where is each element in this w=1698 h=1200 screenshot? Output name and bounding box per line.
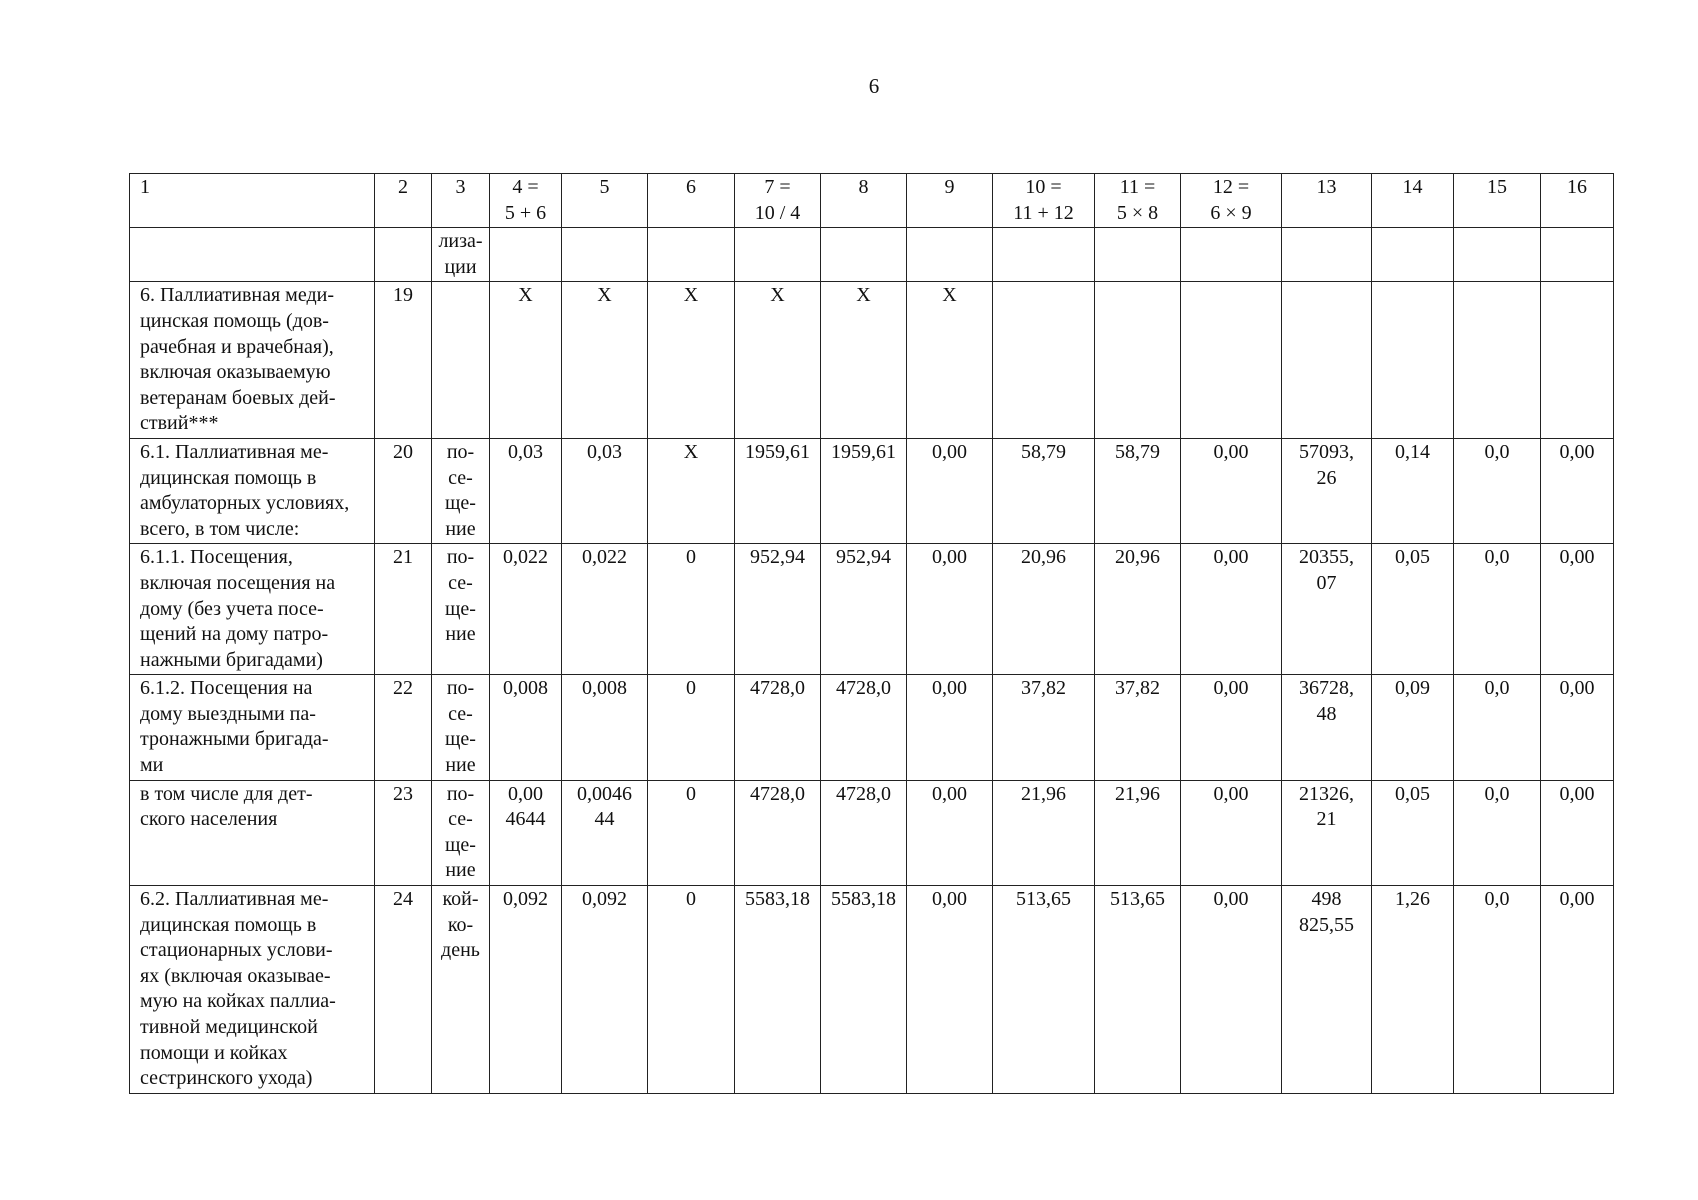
table-cell-c6: 0 <box>648 544 735 675</box>
table-cell-c13: 36728, 48 <box>1282 675 1372 780</box>
table-cell-c12: 0,00 <box>1181 886 1282 1094</box>
table-cell-c9: Х <box>907 282 993 439</box>
table-cell-c14: 0,05 <box>1372 544 1454 675</box>
header-cell: 10 = 11 + 12 <box>993 174 1095 228</box>
table-cell-c9: 0,00 <box>907 780 993 885</box>
table-cell-c11: 37,82 <box>1095 675 1181 780</box>
header-cell: 6 <box>648 174 735 228</box>
table-cell-c10: 21,96 <box>993 780 1095 885</box>
table-cell-c16: 0,00 <box>1541 544 1614 675</box>
header-cell: 4 = 5 + 6 <box>490 174 562 228</box>
subheader-cell <box>648 228 735 282</box>
table-cell-c7: 5583,18 <box>735 886 821 1094</box>
header-cell: 5 <box>562 174 648 228</box>
table-cell-c9: 0,00 <box>907 675 993 780</box>
table-cell-c13 <box>1282 282 1372 439</box>
table-cell-c9: 0,00 <box>907 544 993 675</box>
table-cell-c13: 21326, 21 <box>1282 780 1372 885</box>
table-cell-c10 <box>993 282 1095 439</box>
table-cell-c12: 0,00 <box>1181 438 1282 543</box>
table-cell-line-code: 24 <box>375 886 432 1094</box>
table-cell-c5: 0,03 <box>562 438 648 543</box>
subheader-cell <box>375 228 432 282</box>
page-number: 6 <box>868 74 880 98</box>
table-cell-c7: Х <box>735 282 821 439</box>
table-row <box>130 780 1614 885</box>
table-body <box>130 174 1614 1094</box>
table-cell-name: 6.1. Паллиативная ме- дицинская помощь в амбулаторных условиях, всего, в том числе: <box>130 438 375 543</box>
header-cell: 13 <box>1282 174 1372 228</box>
table-cell-c7: 1959,61 <box>735 438 821 543</box>
table-cell-c10: 37,82 <box>993 675 1095 780</box>
table-cell-c5: Х <box>562 282 648 439</box>
table-cell-c9: 0,00 <box>907 886 993 1094</box>
table-cell-c15: 0,0 <box>1454 675 1541 780</box>
header-row <box>130 174 1614 228</box>
table-cell-c14: 0,05 <box>1372 780 1454 885</box>
table-cell-unit <box>432 282 490 439</box>
table-cell-c5: 0,0046 44 <box>562 780 648 885</box>
header-cell: 11 = 5 × 8 <box>1095 174 1181 228</box>
table-cell-c5: 0,008 <box>562 675 648 780</box>
subheader-cell <box>562 228 648 282</box>
table-cell-c11: 21,96 <box>1095 780 1181 885</box>
table-cell-c5: 0,022 <box>562 544 648 675</box>
table-cell-c15 <box>1454 282 1541 439</box>
table-cell-unit: по- се- ще- ние <box>432 438 490 543</box>
table-cell-unit: кой- ко- день <box>432 886 490 1094</box>
table-cell-c13: 498 825,55 <box>1282 886 1372 1094</box>
table-cell-c9: 0,00 <box>907 438 993 543</box>
table-cell-c10: 58,79 <box>993 438 1095 543</box>
table-cell-c8: 5583,18 <box>821 886 907 1094</box>
header-cell: 12 = 6 × 9 <box>1181 174 1282 228</box>
table-cell-c16 <box>1541 282 1614 439</box>
subheader-cell <box>1095 228 1181 282</box>
table-cell-c14: 1,26 <box>1372 886 1454 1094</box>
subheader-cell <box>993 228 1095 282</box>
table-cell-unit: по- се- ще- ние <box>432 780 490 885</box>
table-cell-c6: 0 <box>648 675 735 780</box>
subheader-cell <box>1282 228 1372 282</box>
table-cell-c4: 0,092 <box>490 886 562 1094</box>
table-cell-c8: Х <box>821 282 907 439</box>
table-cell-c11: 20,96 <box>1095 544 1181 675</box>
subheader-cell <box>1454 228 1541 282</box>
table-cell-c14 <box>1372 282 1454 439</box>
table-cell-line-code: 19 <box>375 282 432 439</box>
header-cell: 14 <box>1372 174 1454 228</box>
table-cell-c7: 4728,0 <box>735 780 821 885</box>
table-row <box>130 282 1614 439</box>
table-cell-name: 6.1.1. Посещения, включая посещения на дому (без учета посе- щений на дому патро- нажными бригадами) <box>130 544 375 675</box>
table-cell-c15: 0,0 <box>1454 780 1541 885</box>
table-cell-c13: 20355, 07 <box>1282 544 1372 675</box>
table-cell-c8: 952,94 <box>821 544 907 675</box>
table-row <box>130 886 1614 1094</box>
table-cell-c11 <box>1095 282 1181 439</box>
table-cell-c15: 0,0 <box>1454 438 1541 543</box>
table-cell-c14: 0,14 <box>1372 438 1454 543</box>
subheader-cell <box>1541 228 1614 282</box>
table-cell-c15: 0,0 <box>1454 886 1541 1094</box>
table-cell-c10: 513,65 <box>993 886 1095 1094</box>
table-cell-line-code: 20 <box>375 438 432 543</box>
table-cell-c14: 0,09 <box>1372 675 1454 780</box>
subheader-cell <box>735 228 821 282</box>
table-cell-c12: 0,00 <box>1181 780 1282 885</box>
table-cell-line-code: 21 <box>375 544 432 675</box>
table-cell-c5: 0,092 <box>562 886 648 1094</box>
table-cell-c6: 0 <box>648 780 735 885</box>
header-cell: 7 = 10 / 4 <box>735 174 821 228</box>
data-table <box>129 173 1614 1094</box>
table-cell-line-code: 22 <box>375 675 432 780</box>
table-cell-unit: по- се- ще- ние <box>432 544 490 675</box>
table-cell-name: 6. Паллиативная меди- цинская помощь (дов- рачебная и врачебная), включая оказываемую ветеранам боевых дей- ствий*** <box>130 282 375 439</box>
table-cell-c6: Х <box>648 438 735 543</box>
table-cell-c6: Х <box>648 282 735 439</box>
header-cell: 3 <box>432 174 490 228</box>
subheader-cell: лиза- ции <box>432 228 490 282</box>
table-cell-c12: 0,00 <box>1181 544 1282 675</box>
table-cell-c16: 0,00 <box>1541 675 1614 780</box>
table-cell-c6: 0 <box>648 886 735 1094</box>
table-cell-c8: 1959,61 <box>821 438 907 543</box>
table-cell-c12: 0,00 <box>1181 675 1282 780</box>
table-cell-c16: 0,00 <box>1541 438 1614 543</box>
table-cell-c15: 0,0 <box>1454 544 1541 675</box>
table-cell-c7: 4728,0 <box>735 675 821 780</box>
header-cell: 15 <box>1454 174 1541 228</box>
subheader-row <box>130 228 1614 282</box>
table-cell-c4: 0,03 <box>490 438 562 543</box>
table-row <box>130 544 1614 675</box>
table-cell-c4: 0,00 4644 <box>490 780 562 885</box>
table-cell-c8: 4728,0 <box>821 675 907 780</box>
subheader-cell <box>821 228 907 282</box>
table-cell-unit: по- се- ще- ние <box>432 675 490 780</box>
header-cell: 8 <box>821 174 907 228</box>
subheader-cell <box>907 228 993 282</box>
table-cell-c16: 0,00 <box>1541 886 1614 1094</box>
table-cell-c12 <box>1181 282 1282 439</box>
table-cell-c11: 58,79 <box>1095 438 1181 543</box>
table-cell-c4: Х <box>490 282 562 439</box>
header-cell: 16 <box>1541 174 1614 228</box>
table-cell-name: в том числе для дет- ского населения <box>130 780 375 885</box>
table-row <box>130 438 1614 543</box>
table-cell-name: 6.1.2. Посещения на дому выездными па- тронажными бригада- ми <box>130 675 375 780</box>
table-cell-c4: 0,008 <box>490 675 562 780</box>
table-cell-c8: 4728,0 <box>821 780 907 885</box>
table-cell-name: 6.2. Паллиативная ме- дицинская помощь в стационарных услови- ях (включая оказывае- мую на койках паллиа- тивной медицинской помощи и койках сестринского ухода) <box>130 886 375 1094</box>
header-cell: 2 <box>375 174 432 228</box>
subheader-cell <box>1372 228 1454 282</box>
subheader-cell <box>490 228 562 282</box>
table-cell-c11: 513,65 <box>1095 886 1181 1094</box>
table-cell-c16: 0,00 <box>1541 780 1614 885</box>
subheader-cell <box>1181 228 1282 282</box>
table-cell-c4: 0,022 <box>490 544 562 675</box>
header-cell: 9 <box>907 174 993 228</box>
table-row <box>130 675 1614 780</box>
header-cell: 1 <box>130 174 375 228</box>
table-cell-line-code: 23 <box>375 780 432 885</box>
subheader-cell <box>130 228 375 282</box>
table-cell-c10: 20,96 <box>993 544 1095 675</box>
table-cell-c7: 952,94 <box>735 544 821 675</box>
table-cell-c13: 57093, 26 <box>1282 438 1372 543</box>
